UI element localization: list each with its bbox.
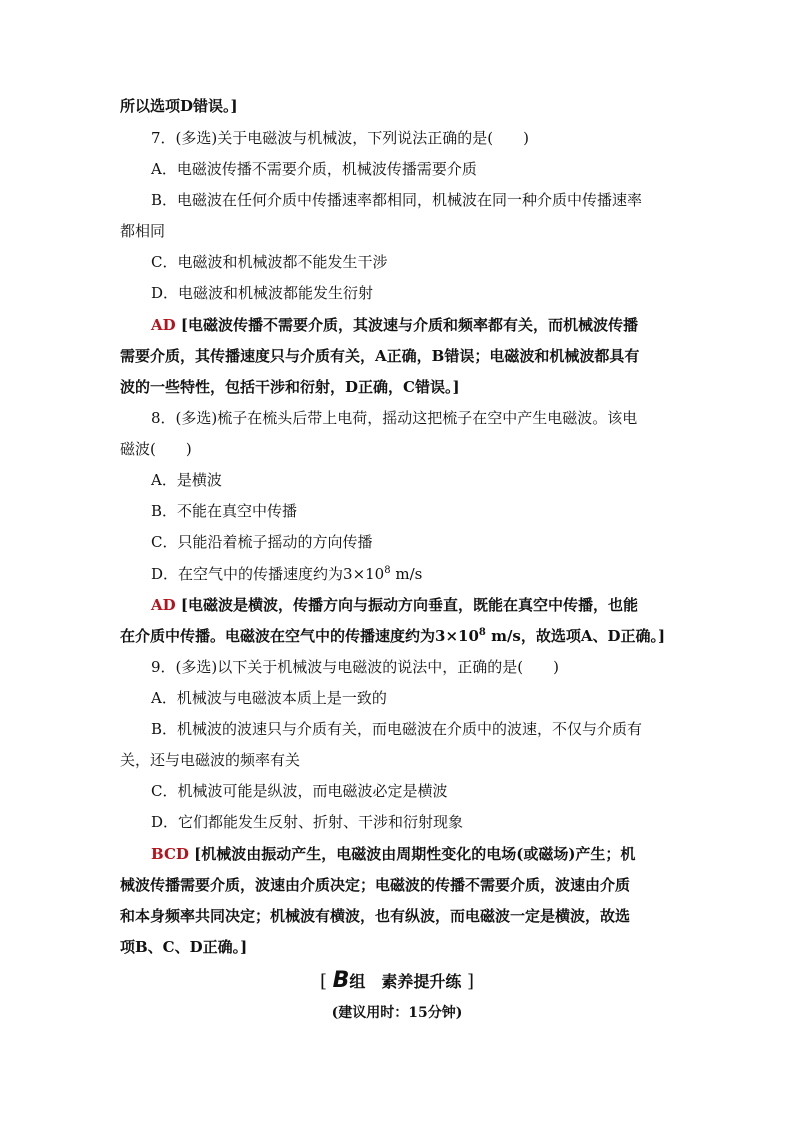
q8-option-d-text: D．在空气中的传播速度约为3×10 <box>151 565 385 583</box>
answer-8-line-2-tail: m/s，故选项A、D正确。] <box>485 627 666 645</box>
answer-9-line-3: 和本身频率共同决定；机械波有横波，也有纵波，而电磁波一定是横波，故选 <box>120 907 631 925</box>
answer-8-line-2 <box>120 626 676 646</box>
q9-option-d: D．它们都能发生反射、折射、干涉和衍射现象 <box>151 813 464 831</box>
q8-option-c: C．只能沿着梳子摇动的方向传播 <box>151 533 373 551</box>
q7-option-c: C．电磁波和机械波都不能发生干涉 <box>151 253 388 271</box>
answer-8-text: [电磁波是横波，传播方向与振动方向垂直，既能在真空中传播，也能 <box>180 596 638 614</box>
question-8-cont: 磁波( ) <box>120 440 192 458</box>
answer-7-line-2: 需要介质，其传播速度只与介质有关，A正确，B错误；电磁波和机械波都具有 <box>120 347 640 365</box>
answer-8-tag: AD <box>151 596 176 614</box>
section-bracket-close: ] <box>466 971 474 992</box>
answer-9-line-4: 项B、C、D正确。] <box>120 938 248 956</box>
q9-option-a: A．机械波与电磁波本质上是一致的 <box>151 689 387 707</box>
answer-7-line-3: 波的一些特性，包括干涉和衍射，D正确，C错误。] <box>120 378 460 396</box>
q8-option-d <box>151 564 676 584</box>
question-8: 8．(多选)梳子在梳头后带上电荷，摇动这把梳子在空中产生电磁波。该电 <box>151 409 638 427</box>
q9-option-c: C．机械波可能是纵波，而电磁波必定是横波 <box>151 782 448 800</box>
answer-8-line-2-text: 在介质中传播。电磁波在空气中的传播速度约为3×10 <box>120 627 479 645</box>
prev-answer-tail: 所以选项D错误。] <box>120 97 238 115</box>
answer-9-tag: BCD <box>151 845 189 863</box>
q7-option-b: B．电磁波在任何介质中传播速率都相同，机械波在同一种介质中传播速率 <box>151 191 643 209</box>
answer-7-tag: AD <box>151 316 176 334</box>
section-title: 组 素养提升练 <box>349 972 462 991</box>
answer-8 <box>151 595 676 615</box>
section-letter: B <box>332 968 350 993</box>
section-bracket-open: [ <box>319 971 328 992</box>
answer-7-text: [电磁波传播不需要介质，其波速与介质和频率都有关，而机械波传播 <box>180 316 638 334</box>
q7-option-b-cont: 都相同 <box>120 222 166 240</box>
q8-option-b: B．不能在真空中传播 <box>151 502 298 520</box>
answer-9 <box>151 844 676 864</box>
q7-option-a: A．电磁波传播不需要介质，机械波传播需要介质 <box>151 160 477 178</box>
question-7: 7．(多选)关于电磁波与机械波，下列说法正确的是( ) <box>151 129 529 147</box>
q9-option-b: B．机械波的波速只与介质有关，而电磁波在介质中的波速，不仅与介质有 <box>151 720 643 738</box>
q8-option-a: A．是横波 <box>151 471 222 489</box>
section-heading <box>0 970 794 993</box>
answer-9-text: [机械波由振动产生，电磁波由周期性变化的电场(或磁场)产生；机 <box>194 845 636 863</box>
q8-option-d-exponent: 8 <box>384 565 391 576</box>
answer-8-exponent: 8 <box>478 627 486 638</box>
q9-option-b-cont: 关，还与电磁波的频率有关 <box>120 751 301 769</box>
answer-9-line-2: 械波传播需要介质，波速由介质决定；电磁波的传播不需要介质，波速由介质 <box>120 876 631 894</box>
question-9: 9．(多选)以下关于机械波与电磁波的说法中，正确的是( ) <box>151 658 559 676</box>
answer-7 <box>151 315 676 335</box>
q8-option-d-unit: m/s <box>390 565 423 583</box>
q7-option-d: D．电磁波和机械波都能发生衍射 <box>151 284 374 302</box>
section-subtitle: (建议用时：15分钟) <box>331 1005 463 1021</box>
